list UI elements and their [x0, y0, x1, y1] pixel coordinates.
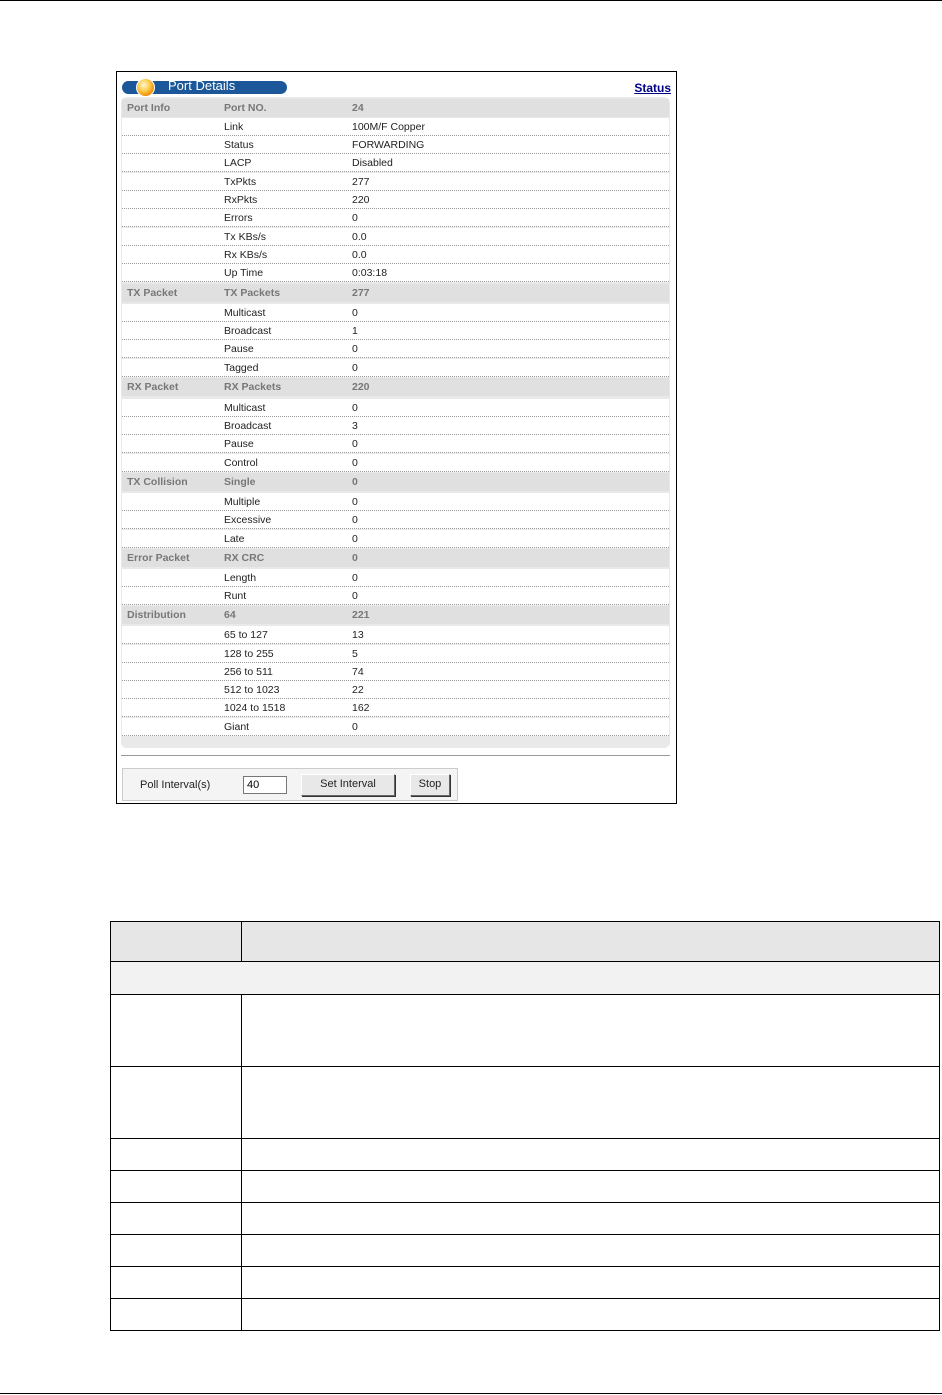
row-label: 128 to 255	[224, 648, 274, 660]
table-row	[111, 1203, 939, 1235]
table-row	[122, 718, 669, 736]
row-value: 0.0	[352, 231, 367, 243]
section-header-row	[122, 284, 669, 302]
row-label: Multicast	[224, 307, 266, 319]
section-header-row	[122, 99, 669, 117]
row-label: LACP	[224, 157, 252, 169]
row-label: 65 to 127	[224, 629, 268, 641]
poll-interval-label: Poll Interval(s)	[140, 779, 211, 791]
row-value: 0	[352, 514, 358, 526]
table-row	[122, 118, 669, 136]
row-label: TxPkts	[224, 176, 257, 188]
row-label: Broadcast	[224, 325, 272, 337]
row-label: Multicast	[224, 402, 266, 414]
row-value: 24	[352, 102, 364, 114]
row-label: TX Packets	[224, 287, 281, 299]
row-value: 0	[352, 476, 358, 488]
row-label: Broadcast	[224, 420, 272, 432]
row-value: 277	[352, 176, 370, 188]
row-label: Excessive	[224, 514, 272, 526]
table-row	[122, 663, 669, 681]
table-row	[122, 322, 669, 340]
row-value: 0	[352, 402, 358, 414]
table-row	[122, 246, 669, 264]
section-name: TX Collision	[127, 476, 188, 488]
row-label: Giant	[224, 721, 250, 733]
row-value: 13	[352, 629, 364, 641]
divider	[121, 755, 670, 756]
table-row	[111, 1267, 939, 1299]
table-row	[122, 417, 669, 435]
table-row	[122, 645, 669, 663]
table-row	[111, 1171, 939, 1203]
table-row	[122, 264, 669, 282]
section-name: Port Info	[127, 102, 171, 114]
row-label: RX Packets	[224, 381, 282, 393]
table-row	[122, 699, 669, 717]
row-value: 5	[352, 648, 358, 660]
section-header-row	[122, 549, 669, 567]
row-label: 256 to 511	[224, 666, 273, 678]
section-name: RX Packet	[127, 381, 179, 393]
description-table	[110, 921, 940, 1331]
table-row	[122, 530, 669, 548]
row-label: RxPkts	[224, 194, 258, 206]
row-label: Late	[224, 533, 245, 545]
row-label: Errors	[224, 212, 253, 224]
row-value: 0	[352, 307, 358, 319]
table-row	[122, 173, 669, 191]
row-value: 220	[352, 381, 370, 393]
row-label: Runt	[224, 590, 247, 602]
section-name: Distribution	[127, 609, 186, 621]
section-header-row	[122, 606, 669, 624]
row-label: Pause	[224, 343, 254, 355]
table-row	[122, 493, 669, 511]
row-label: Up Time	[224, 267, 264, 279]
row-value: 1	[352, 325, 358, 337]
table-row	[122, 304, 669, 322]
row-value: 0	[352, 362, 358, 374]
table-row	[122, 154, 669, 172]
row-value: 100M/F Copper	[352, 121, 425, 133]
row-value: 0	[352, 496, 358, 508]
row-label: Control	[224, 457, 258, 469]
orb-icon	[136, 78, 155, 97]
row-value: 0.0	[352, 249, 367, 261]
row-value: 0	[352, 721, 358, 733]
table-row	[111, 995, 939, 1067]
stop-button[interactable]: Stop	[410, 774, 450, 796]
row-label: Pause	[224, 438, 254, 450]
table-row	[122, 136, 669, 154]
section-header-row	[122, 473, 669, 491]
table-row	[122, 191, 669, 209]
row-label: 64	[224, 609, 236, 621]
row-label: Status	[224, 139, 254, 151]
table-header-row	[111, 922, 939, 962]
bottom-rule	[0, 1393, 942, 1394]
table-row	[111, 1139, 939, 1171]
row-value: Disabled	[352, 157, 393, 169]
row-value: 3	[352, 420, 358, 432]
port-details-panel	[116, 71, 677, 804]
row-label: 1024 to 1518	[224, 702, 286, 714]
row-label: Tx KBs/s	[224, 231, 267, 243]
table-row	[122, 209, 669, 227]
row-value: 0	[352, 572, 358, 584]
row-value: 220	[352, 194, 370, 206]
row-value: 0	[352, 438, 358, 450]
row-label: Rx KBs/s	[224, 249, 268, 261]
poll-interval-bar	[122, 768, 458, 801]
table-row	[122, 399, 669, 417]
row-value: 0	[352, 533, 358, 545]
top-rule	[0, 0, 942, 1]
row-label: Single	[224, 476, 256, 488]
row-label: Port NO.	[224, 102, 267, 114]
row-label: RX CRC	[224, 552, 265, 564]
row-value: 0	[352, 343, 358, 355]
section-header-row	[122, 378, 669, 396]
row-value: 22	[352, 684, 364, 696]
table-row	[122, 511, 669, 529]
table-section-row	[111, 962, 939, 995]
table-row	[122, 569, 669, 587]
table-row	[122, 681, 669, 699]
table-row	[122, 435, 669, 453]
row-value: 0	[352, 590, 358, 602]
row-label: Link	[224, 121, 244, 133]
poll-interval-input[interactable]	[243, 776, 287, 794]
row-value: 0	[352, 457, 358, 469]
row-value: 221	[352, 609, 370, 621]
status-link[interactable]: Status	[634, 81, 671, 95]
set-interval-button[interactable]: Set Interval	[301, 774, 395, 796]
row-label: Multiple	[224, 496, 261, 508]
row-label: Length	[224, 572, 257, 584]
section-name: Error Packet	[127, 552, 190, 564]
row-value: FORWARDING	[352, 139, 425, 151]
panel-title: Port Details	[168, 78, 236, 93]
row-label: Tagged	[224, 362, 259, 374]
table-row	[122, 626, 669, 644]
row-value: 0	[352, 212, 358, 224]
table-row	[122, 587, 669, 605]
table-row	[122, 454, 669, 472]
table-row	[111, 1299, 939, 1330]
row-value: 277	[352, 287, 370, 299]
row-label: 512 to 1023	[224, 684, 280, 696]
port-details-table	[121, 97, 670, 748]
row-value: 162	[352, 702, 370, 714]
table-row	[122, 340, 669, 358]
table-row	[122, 228, 669, 246]
row-value: 0:03:18	[352, 267, 388, 279]
row-value: 0	[352, 552, 358, 564]
table-row	[111, 1235, 939, 1267]
section-name: TX Packet	[127, 287, 178, 299]
row-value: 74	[352, 666, 364, 678]
table-row	[111, 1067, 939, 1139]
title-bar	[122, 78, 287, 94]
table-row	[122, 359, 669, 377]
